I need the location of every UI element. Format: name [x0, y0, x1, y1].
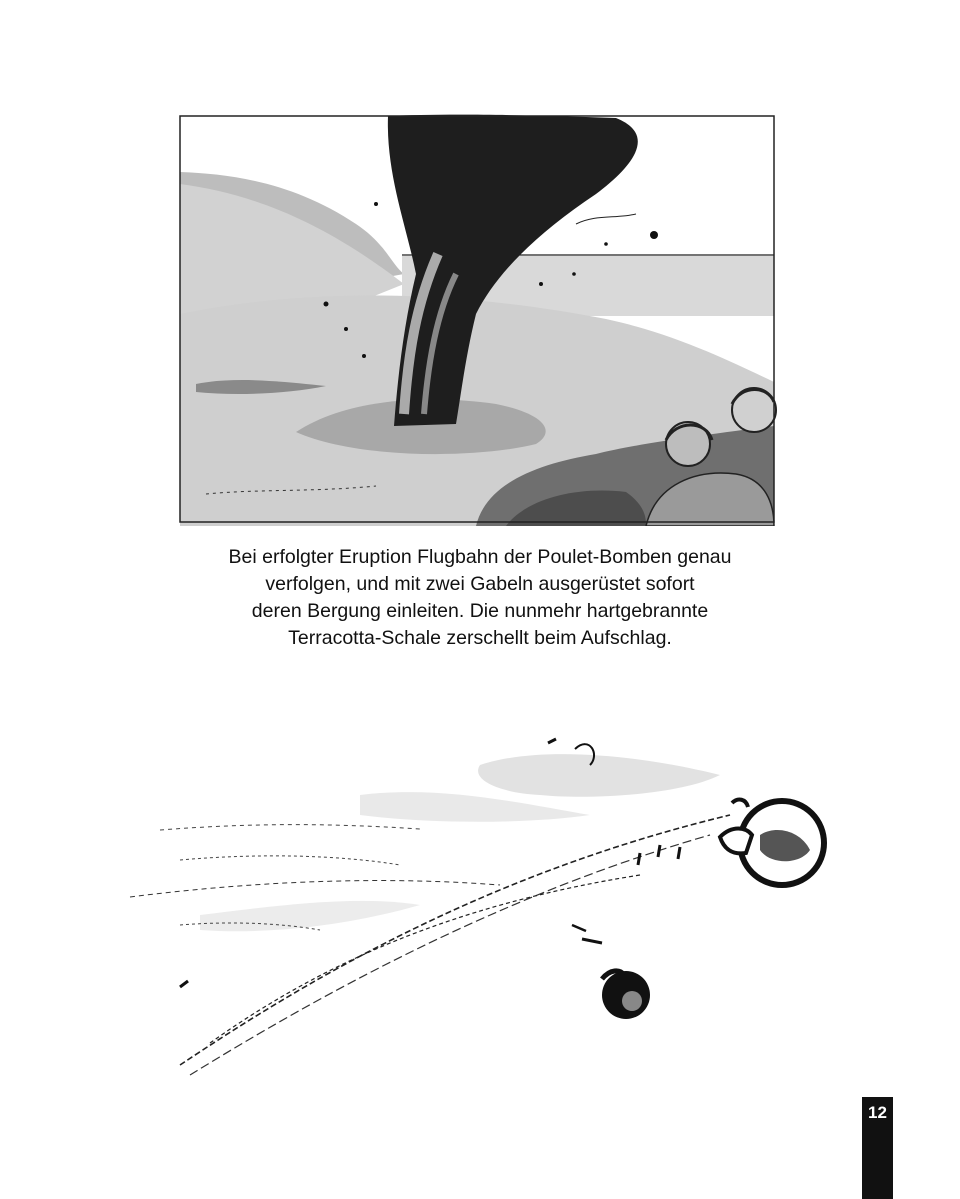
page-number: 12	[868, 1103, 887, 1122]
caption-line: Terracotta-Schale zerschellt beim Aufschlag.	[288, 627, 672, 649]
caption-line: Bei erfolgter Eruption Flugbahn der Poulet-Bomben genau	[228, 546, 732, 568]
page-number-tab	[862, 1097, 893, 1199]
storyboard-panel-eruption	[176, 114, 778, 526]
caption	[150, 544, 810, 652]
poulet-bombs-illustration	[120, 725, 840, 1095]
eruption-illustration	[176, 114, 778, 526]
caption-line: deren Bergung einleiten. Die nunmehr hartgebrannte	[251, 600, 709, 622]
flight-path-sketch	[120, 725, 840, 1095]
caption-line: verfolgen, und mit zwei Gabeln ausgerüstet sofort	[265, 573, 695, 595]
